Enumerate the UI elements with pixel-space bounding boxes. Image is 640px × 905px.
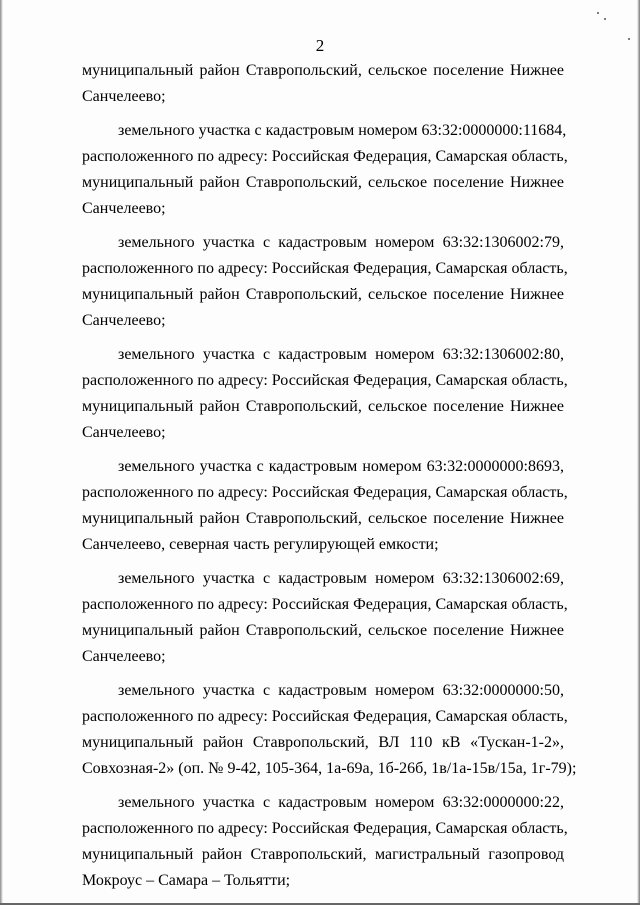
text-line: расположенного по адресу: Российская Федерация, Самарская область, — [82, 596, 568, 613]
paragraph-parcel-69 — [82, 566, 568, 670]
document-body — [82, 58, 577, 894]
text-line: Санчелеево; — [82, 648, 166, 665]
text-line: муниципальный район Ставропольский, сельское поселение Нижнее — [82, 398, 564, 415]
scan-speck — [604, 18, 606, 20]
text-line: земельного участка с кадастровым номером 63:32:1306002:69, — [118, 570, 564, 587]
text-line: земельного участка с кадастровым номером 63:32:0000000:50, — [118, 682, 564, 699]
text-line: земельного участка с кадастровым номером 63:32:0000000:22, — [118, 794, 564, 811]
text-line: Санчелеево; — [82, 88, 166, 105]
text-line: Совхозная-2» (оп. № 9-42, 105-364, 1а-69а, 1б-26б, 1в/1а-15в/15а, 1г-79); — [82, 760, 577, 777]
paragraph-parcel-80 — [82, 342, 568, 446]
text-line: расположенного по адресу: Российская Федерация, Самарская область, — [82, 484, 568, 501]
text-line: муниципальный район Ставропольский, магистральный газопровод — [82, 846, 564, 863]
paragraph-parcel-11684 — [82, 118, 568, 222]
text-line: расположенного по адресу: Российская Федерация, Самарская область, — [82, 708, 568, 725]
text-line: земельного участка с кадастровым номером 63:32:0000000:8693, — [118, 458, 564, 475]
text-line: Санчелеево; — [82, 312, 166, 329]
text-line: Мокроус – Самара – Тольятти; — [82, 872, 291, 889]
text-line: муниципальный район Ставропольский, сельское поселение Нижнее — [82, 622, 564, 639]
text-line: расположенного по адресу: Российская Федерация, Самарская область, — [82, 372, 568, 389]
text-line: земельного участка с кадастровым номером 63:32:1306002:80, — [118, 346, 564, 363]
text-line: земельного участка с кадастровым номером 63:32:0000000:11684, — [118, 122, 567, 139]
paragraph-parcel-79 — [82, 230, 568, 334]
text-line: Санчелеево; — [82, 424, 166, 441]
text-line: Санчелеево; — [82, 200, 166, 217]
text-line: земельного участка с кадастровым номером 63:32:1306002:79, — [118, 234, 564, 251]
paragraph-parcel-8693 — [82, 454, 568, 558]
text-line: муниципальный район Ставропольский, сельское поселение Нижнее — [82, 286, 564, 303]
text-line: муниципальный район Ставропольский, сельское поселение Нижнее — [82, 174, 564, 191]
text-line: расположенного по адресу: Российская Федерация, Самарская область, — [82, 148, 568, 165]
text-line: муниципальный район Ставропольский, сельское поселение Нижнее — [82, 62, 564, 79]
scan-edge-left — [0, 0, 3, 905]
paragraph-intro — [82, 58, 564, 110]
text-line: муниципальный район Ставропольский, ВЛ 110 кВ «Тускан-1-2», — [82, 734, 564, 751]
text-line: расположенного по адресу: Российская Федерация, Самарская область, — [82, 820, 568, 837]
paragraph-parcel-22 — [82, 790, 568, 894]
text-line: расположенного по адресу: Российская Федерация, Самарская область, — [82, 260, 568, 277]
text-line: Санчелеево, северная часть регулирующей емкости; — [82, 536, 439, 553]
page-number: 2 — [315, 36, 325, 55]
text-line: муниципальный район Ставропольский, сельское поселение Нижнее — [82, 510, 564, 527]
scan-speck — [597, 12, 599, 14]
paragraph-parcel-50 — [82, 678, 577, 782]
